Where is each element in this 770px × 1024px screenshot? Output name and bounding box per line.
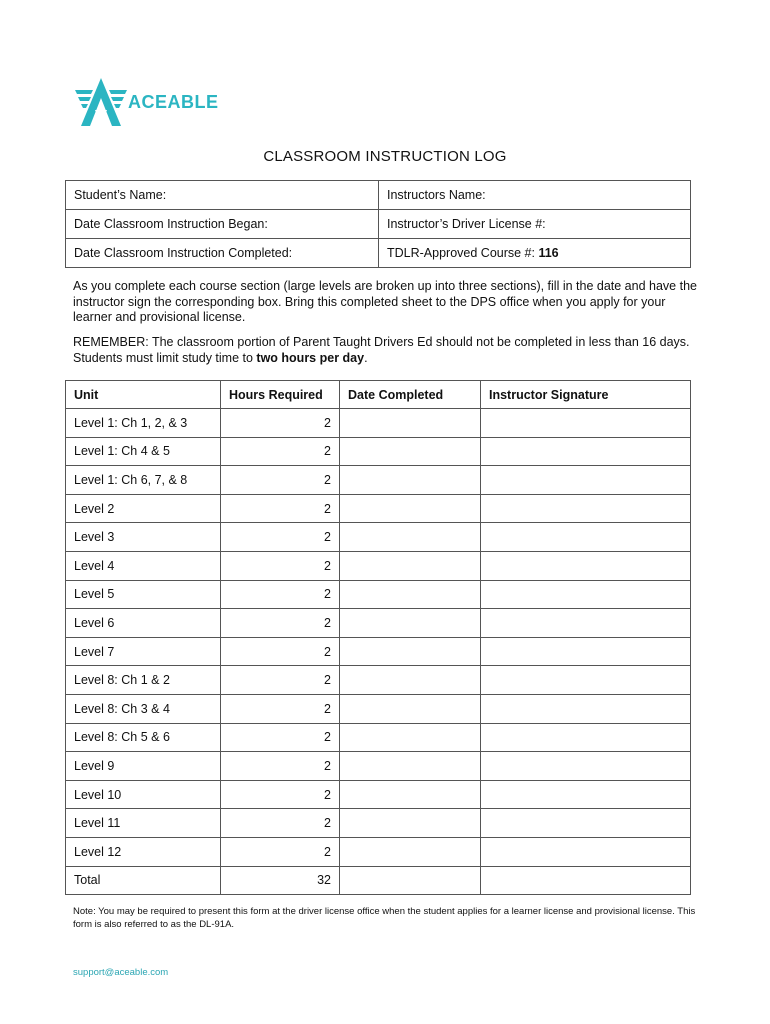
unit-cell: Level 1: Ch 6, 7, & 8 <box>66 466 221 495</box>
instructor-signature-cell[interactable] <box>481 523 691 552</box>
reminder-end: . <box>364 350 368 365</box>
instructor-signature-cell[interactable] <box>481 409 691 438</box>
unit-cell: Level 4 <box>66 551 221 580</box>
instructions-paragraph: As you complete each course section (large levels are broken up into three sections), fill in the date and have the instructor sign the corresponding box. Bring this completed sheet to the DPS office when you apply for your learner and provisional license. <box>73 279 697 324</box>
aceable-logo <box>75 78 255 128</box>
date-completed-cell[interactable] <box>340 752 481 781</box>
instructor-signature-cell[interactable] <box>481 866 691 895</box>
date-completed-cell[interactable] <box>340 466 481 495</box>
hours-cell: 2 <box>221 837 340 866</box>
header-unit: Unit <box>66 381 221 409</box>
course-number-label: TDLR-Approved Course #: <box>387 246 535 260</box>
table-row <box>66 723 691 752</box>
table-row <box>66 809 691 838</box>
table-row <box>66 752 691 781</box>
info-row <box>66 210 691 239</box>
hours-cell: 2 <box>221 752 340 781</box>
unit-cell: Level 8: Ch 3 & 4 <box>66 694 221 723</box>
course-number-value: 116 <box>538 246 559 260</box>
table-row <box>66 551 691 580</box>
date-completed-cell[interactable] <box>340 809 481 838</box>
hours-cell: 2 <box>221 466 340 495</box>
date-completed-cell[interactable] <box>340 437 481 466</box>
date-completed-cell[interactable] <box>340 723 481 752</box>
hours-cell: 2 <box>221 666 340 695</box>
log-body <box>66 409 691 895</box>
instructor-signature-cell[interactable] <box>481 752 691 781</box>
instruction-log-table <box>65 380 691 895</box>
date-completed-cell[interactable] <box>340 694 481 723</box>
info-row <box>66 239 691 268</box>
table-row <box>66 637 691 666</box>
table-row <box>66 466 691 495</box>
unit-cell: Level 2 <box>66 494 221 523</box>
instructor-signature-cell[interactable] <box>481 437 691 466</box>
instructor-signature-cell[interactable] <box>481 837 691 866</box>
table-row <box>66 523 691 552</box>
hours-cell: 2 <box>221 809 340 838</box>
hours-cell: 2 <box>221 694 340 723</box>
instructor-signature-cell[interactable] <box>481 494 691 523</box>
date-completed-cell[interactable] <box>340 637 481 666</box>
header-signature: Instructor Signature <box>481 381 691 409</box>
logo-wordmark: ACEABLE <box>128 92 219 112</box>
hours-cell: 2 <box>221 437 340 466</box>
unit-cell: Level 7 <box>66 637 221 666</box>
info-row <box>66 181 691 210</box>
instructor-name-field[interactable]: Instructors Name: <box>379 181 691 210</box>
date-completed-cell[interactable] <box>340 666 481 695</box>
header-hours: Hours Required <box>221 381 340 409</box>
instruction-began-field[interactable]: Date Classroom Instruction Began: <box>66 210 379 239</box>
instructor-signature-cell[interactable] <box>481 466 691 495</box>
date-completed-cell[interactable] <box>340 580 481 609</box>
unit-cell: Level 1: Ch 4 & 5 <box>66 437 221 466</box>
table-row <box>66 666 691 695</box>
date-completed-cell[interactable] <box>340 551 481 580</box>
instructor-signature-cell[interactable] <box>481 780 691 809</box>
unit-cell: Level 8: Ch 1 & 2 <box>66 666 221 695</box>
unit-cell: Level 1: Ch 1, 2, & 3 <box>66 409 221 438</box>
table-row <box>66 580 691 609</box>
reminder-bold: two hours per day <box>256 350 365 365</box>
unit-cell: Level 5 <box>66 580 221 609</box>
hours-cell: 32 <box>221 866 340 895</box>
unit-cell: Level 3 <box>66 523 221 552</box>
date-completed-cell[interactable] <box>340 409 481 438</box>
hours-cell: 2 <box>221 409 340 438</box>
hours-cell: 2 <box>221 780 340 809</box>
reminder-text: REMEMBER: The classroom portion of Parent Taught Drivers Ed should not be completed in less than 16 days. Students must limit study time to <box>73 335 690 365</box>
hours-cell: 2 <box>221 523 340 552</box>
instructor-signature-cell[interactable] <box>481 666 691 695</box>
support-email-link[interactable]: support@aceable.com <box>73 967 169 978</box>
table-row <box>66 409 691 438</box>
table-row <box>66 494 691 523</box>
instruction-completed-field[interactable]: Date Classroom Instruction Completed: <box>66 239 379 268</box>
unit-cell: Level 10 <box>66 780 221 809</box>
instructor-signature-cell[interactable] <box>481 637 691 666</box>
unit-cell: Level 12 <box>66 837 221 866</box>
hours-cell: 2 <box>221 609 340 638</box>
table-row <box>66 780 691 809</box>
header-date: Date Completed <box>340 381 481 409</box>
page-title: CLASSROOM INSTRUCTION LOG <box>263 148 507 165</box>
instructor-license-field[interactable]: Instructor’s Driver License #: <box>379 210 691 239</box>
instructor-signature-cell[interactable] <box>481 580 691 609</box>
log-header-row <box>66 381 691 409</box>
instructor-signature-cell[interactable] <box>481 609 691 638</box>
table-row <box>66 837 691 866</box>
date-completed-cell[interactable] <box>340 494 481 523</box>
unit-cell: Level 8: Ch 5 & 6 <box>66 723 221 752</box>
date-completed-cell[interactable] <box>340 780 481 809</box>
student-name-field[interactable]: Student’s Name: <box>66 181 379 210</box>
course-number-field <box>379 239 691 268</box>
unit-cell: Level 11 <box>66 809 221 838</box>
date-completed-cell[interactable] <box>340 866 481 895</box>
table-row <box>66 694 691 723</box>
hours-cell: 2 <box>221 637 340 666</box>
note-text: Note: You may be required to present this form at the driver license office when the student applies for a learner license and provisional license. This form is also referred to as the DL-91A. <box>73 906 696 930</box>
unit-cell: Level 9 <box>66 752 221 781</box>
aceable-wings-icon <box>75 78 127 128</box>
date-completed-cell[interactable] <box>340 523 481 552</box>
unit-cell: Total <box>66 866 221 895</box>
reminder-paragraph <box>73 335 703 366</box>
instructor-signature-cell[interactable] <box>481 809 691 838</box>
hours-cell: 2 <box>221 723 340 752</box>
date-completed-cell[interactable] <box>340 609 481 638</box>
table-row <box>66 609 691 638</box>
instructor-signature-cell[interactable] <box>481 551 691 580</box>
unit-cell: Level 6 <box>66 609 221 638</box>
hours-cell: 2 <box>221 551 340 580</box>
table-row <box>66 866 691 895</box>
table-row <box>66 437 691 466</box>
hours-cell: 2 <box>221 580 340 609</box>
date-completed-cell[interactable] <box>340 837 481 866</box>
hours-cell: 2 <box>221 494 340 523</box>
instructor-signature-cell[interactable] <box>481 694 691 723</box>
student-info-table <box>65 180 691 268</box>
instructor-signature-cell[interactable] <box>481 723 691 752</box>
